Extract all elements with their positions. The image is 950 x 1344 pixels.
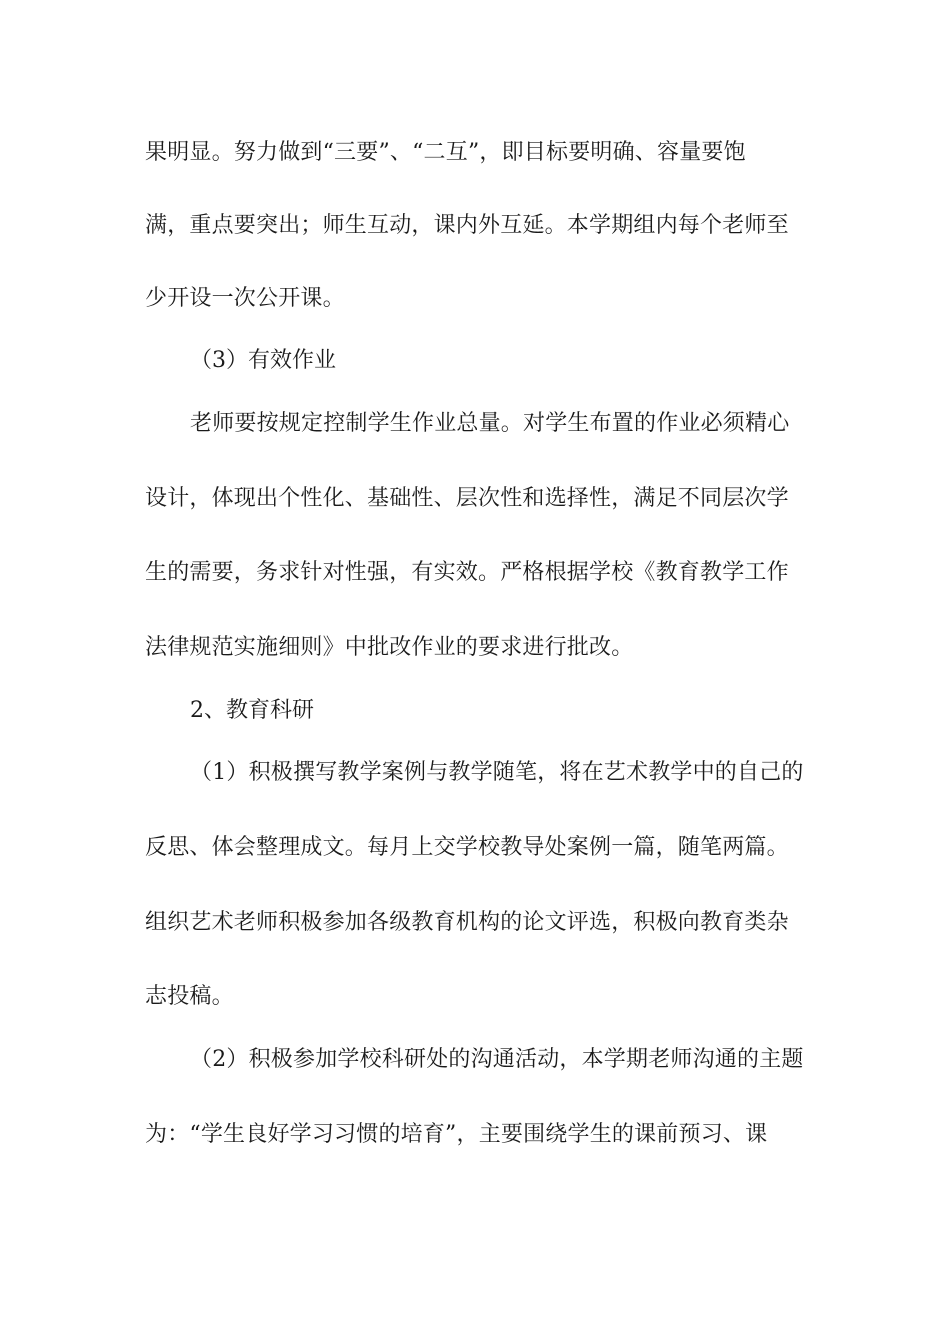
- paragraph-line-14: （2）积极参加学校科研处的沟通活动，本学期老师沟通的主题: [190, 1047, 804, 1072]
- paragraph-line-1: 果明显。努力做到“三要”、“二互”，即目标要明确、容量要饱: [145, 140, 746, 165]
- paragraph-line-5: 老师要按规定控制学生作业总量。对学生布置的作业必须精心: [190, 411, 790, 436]
- paragraph-line-12: 组织艺术老师积极参加各级教育机构的论文评选，积极向教育类杂: [145, 910, 789, 935]
- paragraph-line-2: 满，重点要突出；师生互动，课内外互延。本学期组内每个老师至: [145, 213, 789, 238]
- paragraph-line-3: 少开设一次公开课。: [145, 286, 345, 311]
- paragraph-line-8: 法律规范实施细则》中批改作业的要求进行批改。: [145, 635, 634, 660]
- paragraph-line-7: 生的需要，务求针对性强，有实效。严格根据学校《教育教学工作: [145, 560, 789, 585]
- paragraph-line-11: 反思、体会整理成文。每月上交学校教导处案例一篇，随笔两篇。: [145, 835, 789, 860]
- section-heading-effective-homework: （3）有效作业: [190, 348, 336, 373]
- section-heading-education-research: 2、教育科研: [190, 698, 314, 723]
- paragraph-line-13: 志投稿。: [145, 984, 234, 1009]
- paragraph-line-6: 设计，体现出个性化、基础性、层次性和选择性，满足不同层次学: [145, 486, 789, 511]
- paragraph-line-15: 为：“学生良好学习习惯的培育”，主要围绕学生的课前预习、课: [145, 1122, 768, 1147]
- paragraph-line-10: （1）积极撰写教学案例与教学随笔，将在艺术教学中的自己的: [190, 760, 804, 785]
